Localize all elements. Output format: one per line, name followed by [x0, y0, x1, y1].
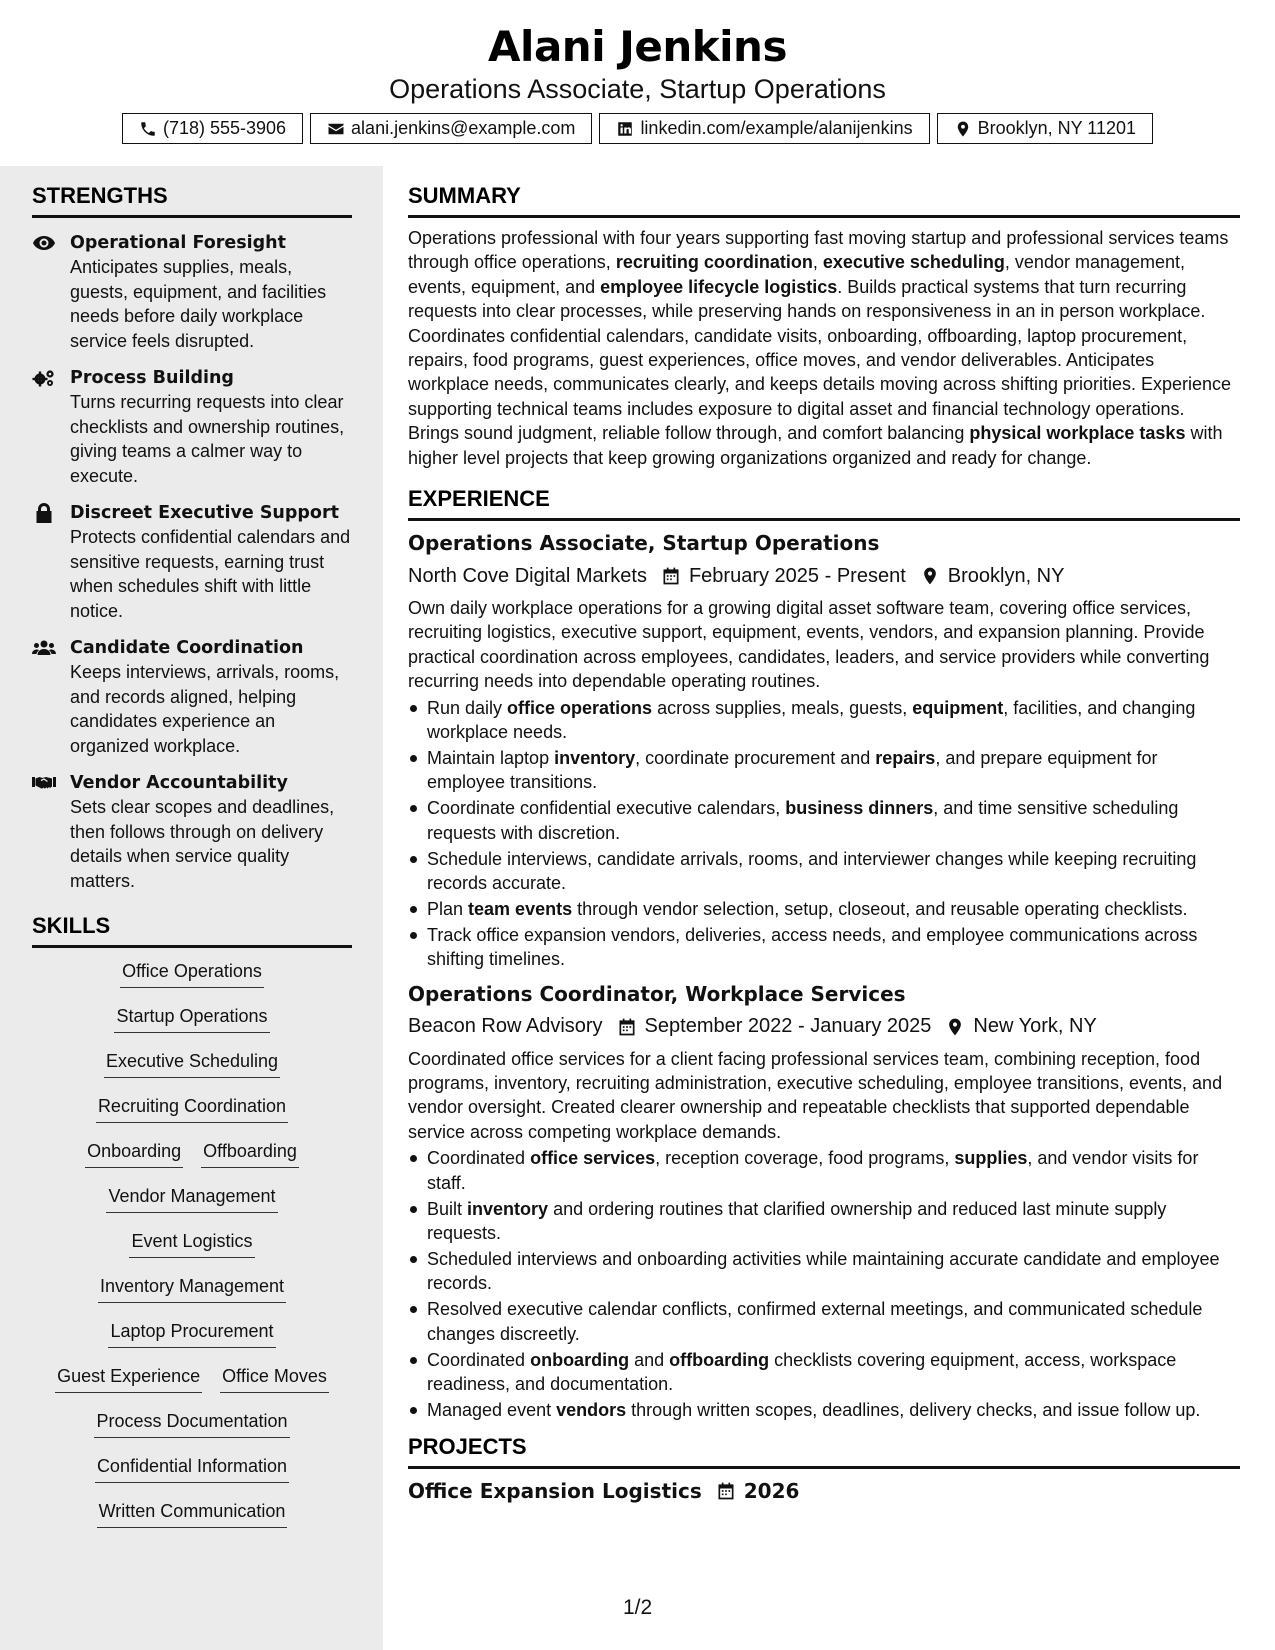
job-location: New York, NY [973, 1015, 1097, 1038]
strength-description: Protects confidential calendars and sensitive requests, earning trust when schedules shift with little notice. [70, 527, 351, 621]
skill-tag: Event Logistics [129, 1230, 254, 1258]
contact-email[interactable] [310, 113, 592, 144]
job-bullet: Schedule interviews, candidate arrivals, rooms, and interviewer changes while keeping recruiting records accurate. [408, 847, 1240, 896]
strength-item [32, 231, 352, 353]
job-bullet: Track office expansion vendors, deliveries, access needs, and employee communications across shifting timelines. [408, 923, 1240, 972]
skill-tag: Laptop Procurement [108, 1320, 275, 1348]
skill-tag: Executive Scheduling [104, 1050, 280, 1078]
candidate-name: Alani Jenkins [488, 22, 787, 71]
strength-title: Candidate Coordination [70, 638, 304, 658]
strength-title: Process Building [70, 368, 234, 388]
skill-tag: Offboarding [201, 1140, 299, 1168]
skill-tag: Onboarding [85, 1140, 183, 1168]
gears-icon [32, 368, 56, 388]
job-bullet: Built inventory and ordering routines that clarified ownership and reduced last minute supply requests. [408, 1197, 1240, 1246]
contact-linkedin-text: linkedin.com/example/alanijenkins [640, 118, 913, 138]
job-company: North Cove Digital Markets [408, 564, 647, 587]
project-year: 2026 [743, 1479, 800, 1504]
job-dates: February 2025 - Present [688, 564, 906, 587]
job-bullet: Coordinate confidential executive calendars, business dinners, and time sensitive scheduling requests with discretion. [408, 796, 1240, 845]
map-pin-icon [920, 566, 940, 586]
strength-title: Operational Foresight [70, 233, 286, 253]
job-bullet: Maintain laptop inventory, coordinate procurement and repairs, and prepare equipment for employee transitions. [408, 746, 1240, 795]
skill-tag: Confidential Information [95, 1455, 289, 1483]
job-company: Beacon Row Advisory [408, 1015, 603, 1038]
job-bullets [408, 1146, 1240, 1422]
strength-description: Keeps interviews, arrivals, rooms, and records aligned, helping candidates experience an organized workplace. [70, 662, 340, 756]
strength-description: Sets clear scopes and deadlines, then follows through on delivery details when service quality matters. [70, 797, 335, 891]
skills-list [32, 960, 352, 1545]
resume-header [0, 0, 1275, 166]
skills-heading: SKILLS [32, 913, 352, 948]
strength-item [32, 771, 352, 893]
linkedin-icon [616, 120, 634, 138]
skill-tag: Vendor Management [106, 1185, 277, 1213]
contact-location[interactable] [937, 113, 1153, 144]
job-summary: Coordinated office services for a client facing professional services team, combining reception, food programs, inventory, recruiting administration, executive scheduling, employee transitions, events, and vendor oversight. Created clearer ownership and repeatable checklists that supported dependable service across competing workplace demands. [408, 1048, 1223, 1142]
summary-text: Operations professional with four years supporting fast moving startup and professional services teams through office operations, recruiting coordination, executive scheduling, vendor management, events, equipment, and employee lifecycle logistics. Builds practical systems that turn recurring requests into clear processes, while preserving hands on responsiveness in an in person workplace. Coordinates confidential calendars, candidate visits, onboarding, offboarding, laptop procurement, repairs, food programs, guest experiences, office moves, and vendor deliverables. Anticipates workplace needs, communicates clearly, and keeps details moving across shifting priorities. Experience supporting technical teams includes exposure to digital asset and financial technology operations. Brings sound judgment, reliable follow through, and comfort balancing physical workplace tasks with higher level projects that keep growing organizations organized and ready for change. [408, 228, 1232, 468]
experience-heading: EXPERIENCE [408, 486, 1240, 521]
strength-item [32, 501, 352, 623]
candidate-title: Operations Associate, Startup Operations [389, 74, 886, 104]
job-bullet: Managed event vendors through written scopes, deadlines, delivery checks, and issue follow up. [408, 1398, 1240, 1422]
job-bullet: Plan team events through vendor selection, setup, closeout, and reusable operating checklists. [408, 897, 1240, 921]
contact-phone-text: (718) 555-3906 [162, 118, 287, 138]
job-title: Operations Associate, Startup Operations [408, 531, 880, 556]
strength-title: Vendor Accountability [70, 773, 288, 793]
summary-heading: SUMMARY [408, 183, 1240, 218]
skill-tag: Startup Operations [114, 1005, 269, 1033]
skill-tag: Guest Experience [55, 1365, 202, 1393]
job-bullet: Run daily office operations across supplies, meals, guests, equipment, facilities, and changing workplace needs. [408, 696, 1240, 745]
strength-title: Discreet Executive Support [70, 503, 339, 523]
skill-tag: Inventory Management [98, 1275, 286, 1303]
job-meta [408, 562, 1240, 590]
strengths-heading: STRENGTHS [32, 183, 352, 218]
project-entry [408, 1479, 1240, 1503]
job-entry [408, 982, 1240, 1423]
page-number: 1/2 [623, 1596, 653, 1619]
strength-item [32, 636, 352, 758]
calendar-icon [661, 566, 681, 586]
map-pin-icon [945, 1017, 965, 1037]
job-summary: Own daily workplace operations for a growing digital asset software team, covering office services, recruiting logistics, executive support, equipment, events, vendors, and expansion planning. Provide practical coordination across employees, candidates, leaders, and service providers while converting recurring needs into dependable operating routines. [408, 598, 1210, 692]
main-column [408, 183, 1240, 1503]
skill-tag: Office Moves [220, 1365, 329, 1393]
contact-location-text: Brooklyn, NY 11201 [977, 118, 1137, 138]
contact-email-text: alani.jenkins@example.com [351, 118, 576, 138]
handshake-icon [32, 773, 56, 793]
job-entry [408, 531, 1240, 972]
job-location: Brooklyn, NY [947, 564, 1065, 587]
job-bullet: Coordinated onboarding and offboarding checklists covering equipment, access, workspace readiness, and documentation. [408, 1348, 1240, 1397]
sidebar [0, 166, 383, 1650]
job-bullets [408, 696, 1240, 972]
strength-item [32, 366, 352, 488]
project-name: Office Expansion Logistics [408, 1479, 702, 1504]
job-meta [408, 1013, 1240, 1041]
users-icon [32, 638, 56, 658]
job-title: Operations Coordinator, Workplace Services [408, 981, 906, 1006]
job-bullet: Coordinated office services, reception coverage, food programs, supplies, and vendor visits for staff. [408, 1146, 1240, 1195]
calendar-icon [716, 1481, 736, 1501]
skill-tag: Recruiting Coordination [96, 1095, 288, 1123]
job-dates: September 2022 - January 2025 [644, 1015, 932, 1038]
lock-icon [32, 503, 56, 523]
strength-description: Anticipates supplies, meals, guests, equipment, and facilities needs before daily workplace service feels disrupted. [70, 257, 327, 351]
strength-description: Turns recurring requests into clear checklists and ownership routines, giving teams a calmer way to execute. [70, 392, 345, 486]
calendar-icon [617, 1017, 637, 1037]
contact-bar [0, 113, 1275, 144]
contact-linkedin[interactable] [599, 113, 929, 144]
skill-tag: Process Documentation [94, 1410, 289, 1438]
job-bullet: Resolved executive calendar conflicts, confirmed external meetings, and communicated schedule changes discreetly. [408, 1297, 1240, 1346]
map-pin-icon [954, 120, 972, 138]
contact-phone[interactable] [122, 113, 303, 144]
phone-icon [139, 120, 157, 138]
envelope-icon [327, 120, 345, 138]
job-bullet: Scheduled interviews and onboarding activities while maintaining accurate candidate and employee records. [408, 1247, 1240, 1296]
eye-icon [32, 233, 56, 253]
skill-tag: Written Communication [97, 1500, 288, 1528]
skill-tag: Office Operations [120, 960, 264, 988]
projects-heading: PROJECTS [408, 1434, 1240, 1469]
